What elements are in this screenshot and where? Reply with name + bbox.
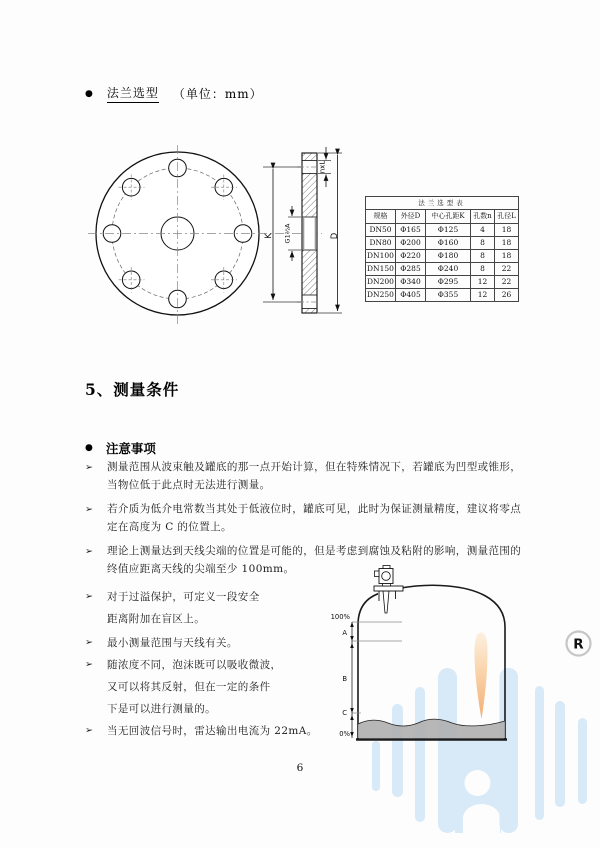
note-item xyxy=(85,459,535,494)
table-cell: Φ285 xyxy=(396,263,426,276)
note-text: 理论上测量达到天线尖端的位置是可能的，但是考虑到腐蚀及粘附的影响，测量范围的 终值应距离天线的尖端至少 100mm。 xyxy=(107,545,522,575)
column-header: 规格 xyxy=(366,210,396,224)
note-text: 随浓度不同，泡沫既可以吸收微波， 又可以将其反射，但在一定的条件 下是可以进行测量的。 xyxy=(107,659,282,715)
list-marker-icon: ➢ xyxy=(85,462,93,473)
table-row xyxy=(366,224,519,237)
list-marker-icon: ➢ xyxy=(85,659,93,670)
flange-unit-note: （单位：mm） xyxy=(172,87,263,101)
table-row xyxy=(366,276,519,289)
note-text: 最小测量范围与天线有关。 xyxy=(107,637,238,649)
table-cell: DN150 xyxy=(366,263,396,276)
notes-heading xyxy=(85,439,156,457)
dim-label-thread: G1½A xyxy=(283,223,292,244)
flange-table-body xyxy=(366,224,519,302)
flange-table-title: 法兰选型表 xyxy=(366,197,519,210)
list-marker-icon: ➢ xyxy=(85,591,93,602)
table-cell: Φ220 xyxy=(396,250,426,263)
table-cell: Φ355 xyxy=(426,289,471,302)
page-number: 6 xyxy=(296,762,304,774)
notes-title-text: 注意事项 xyxy=(105,441,156,456)
wm-bar xyxy=(578,718,587,804)
wm-bar xyxy=(555,701,565,807)
table-cell: Φ405 xyxy=(396,289,426,302)
level-label-a: A xyxy=(342,629,347,637)
table-cell: DN100 xyxy=(366,250,396,263)
flange-title-text: 法兰选型 xyxy=(107,84,159,103)
bullet-icon: ● xyxy=(85,88,93,99)
dim-label-nxl: nxL xyxy=(318,160,327,174)
flange-table xyxy=(365,196,519,302)
table-cell: Φ125 xyxy=(426,224,471,237)
table-row xyxy=(366,263,519,276)
table-cell: DN200 xyxy=(366,276,396,289)
column-header: 中心孔距K xyxy=(426,210,471,224)
table-cell: Φ160 xyxy=(426,237,471,250)
column-header: 孔径L xyxy=(495,210,519,224)
flange-section-title xyxy=(85,84,263,103)
list-marker-icon: ➢ xyxy=(85,546,93,557)
table-cell: DN80 xyxy=(366,237,396,250)
list-marker-icon: ➢ xyxy=(85,725,93,736)
table-row xyxy=(366,250,519,263)
table-cell: 12 xyxy=(471,276,495,289)
level-label-0: 0% xyxy=(339,730,350,738)
flange-side-view xyxy=(297,153,320,313)
list-marker-icon: ➢ xyxy=(85,504,93,515)
table-cell: Φ295 xyxy=(426,276,471,289)
column-header: 外径D xyxy=(396,210,426,224)
wm-h-web xyxy=(455,740,501,833)
table-cell: 8 xyxy=(471,263,495,276)
antenna-rod xyxy=(383,591,389,613)
table-cell: 22 xyxy=(495,263,519,276)
table-cell: Φ340 xyxy=(396,276,426,289)
radar-transmitter xyxy=(374,566,403,614)
display-window xyxy=(382,572,391,581)
note-item xyxy=(85,501,535,536)
tank-outline xyxy=(358,585,505,739)
wm-bar xyxy=(535,686,544,820)
level-label-b: B xyxy=(342,675,347,683)
table-cell: Φ240 xyxy=(426,263,471,276)
table-cell: Φ200 xyxy=(396,237,426,250)
tank-diagram xyxy=(330,556,526,752)
registered-trademark-icon xyxy=(567,632,591,656)
table-cell: 26 xyxy=(495,289,519,302)
table-cell: Φ165 xyxy=(396,224,426,237)
list-marker-icon: ➢ xyxy=(85,637,93,648)
table-cell: DN50 xyxy=(366,224,396,237)
dim-label-d: D xyxy=(330,232,340,240)
table-row xyxy=(366,289,519,302)
table-cell: 22 xyxy=(495,276,519,289)
table-cell: 18 xyxy=(495,250,519,263)
level-label-c: C xyxy=(342,709,347,717)
table-cell: 18 xyxy=(495,237,519,250)
tank-liquid xyxy=(358,719,505,738)
level-dimension-line xyxy=(350,622,354,738)
table-cell: 18 xyxy=(495,224,519,237)
table-cell: Φ180 xyxy=(426,250,471,263)
note-text: 当无回波信号时，雷达输出电流为 22mA。 xyxy=(107,725,318,737)
table-cell: 8 xyxy=(471,237,495,250)
table-cell: DN250 xyxy=(366,289,396,302)
column-header: 孔数n xyxy=(471,210,495,224)
table-cell: 8 xyxy=(471,250,495,263)
level-label-100: 100% xyxy=(330,613,350,621)
section-heading: 5、测量条件 xyxy=(85,380,180,399)
bullet-icon: ● xyxy=(85,443,93,453)
table-cell: 12 xyxy=(471,289,495,302)
flange-diagram xyxy=(78,138,348,330)
table-row xyxy=(366,237,519,250)
note-text: 测量范围从波束触及罐底的那一点开始计算，但在特殊情况下，若罐底为凹型或锥形， 当物位低于此点时无法进行测量。 xyxy=(107,461,522,491)
table-cell: 4 xyxy=(471,224,495,237)
dim-label-k: K xyxy=(264,233,274,239)
mounting-flange xyxy=(374,586,403,591)
svg-text:R: R xyxy=(573,636,584,653)
flange-table-header-row xyxy=(366,210,519,224)
note-text: 对于过溢保护，可定义一段安全 距离附加在盲区上。 xyxy=(107,591,260,625)
note-text: 若介质为低介电常数当其处于低液位时，罐底可见，此时为保证测量精度，建议将零点 定在高度为 C 的位置上。 xyxy=(107,503,522,533)
